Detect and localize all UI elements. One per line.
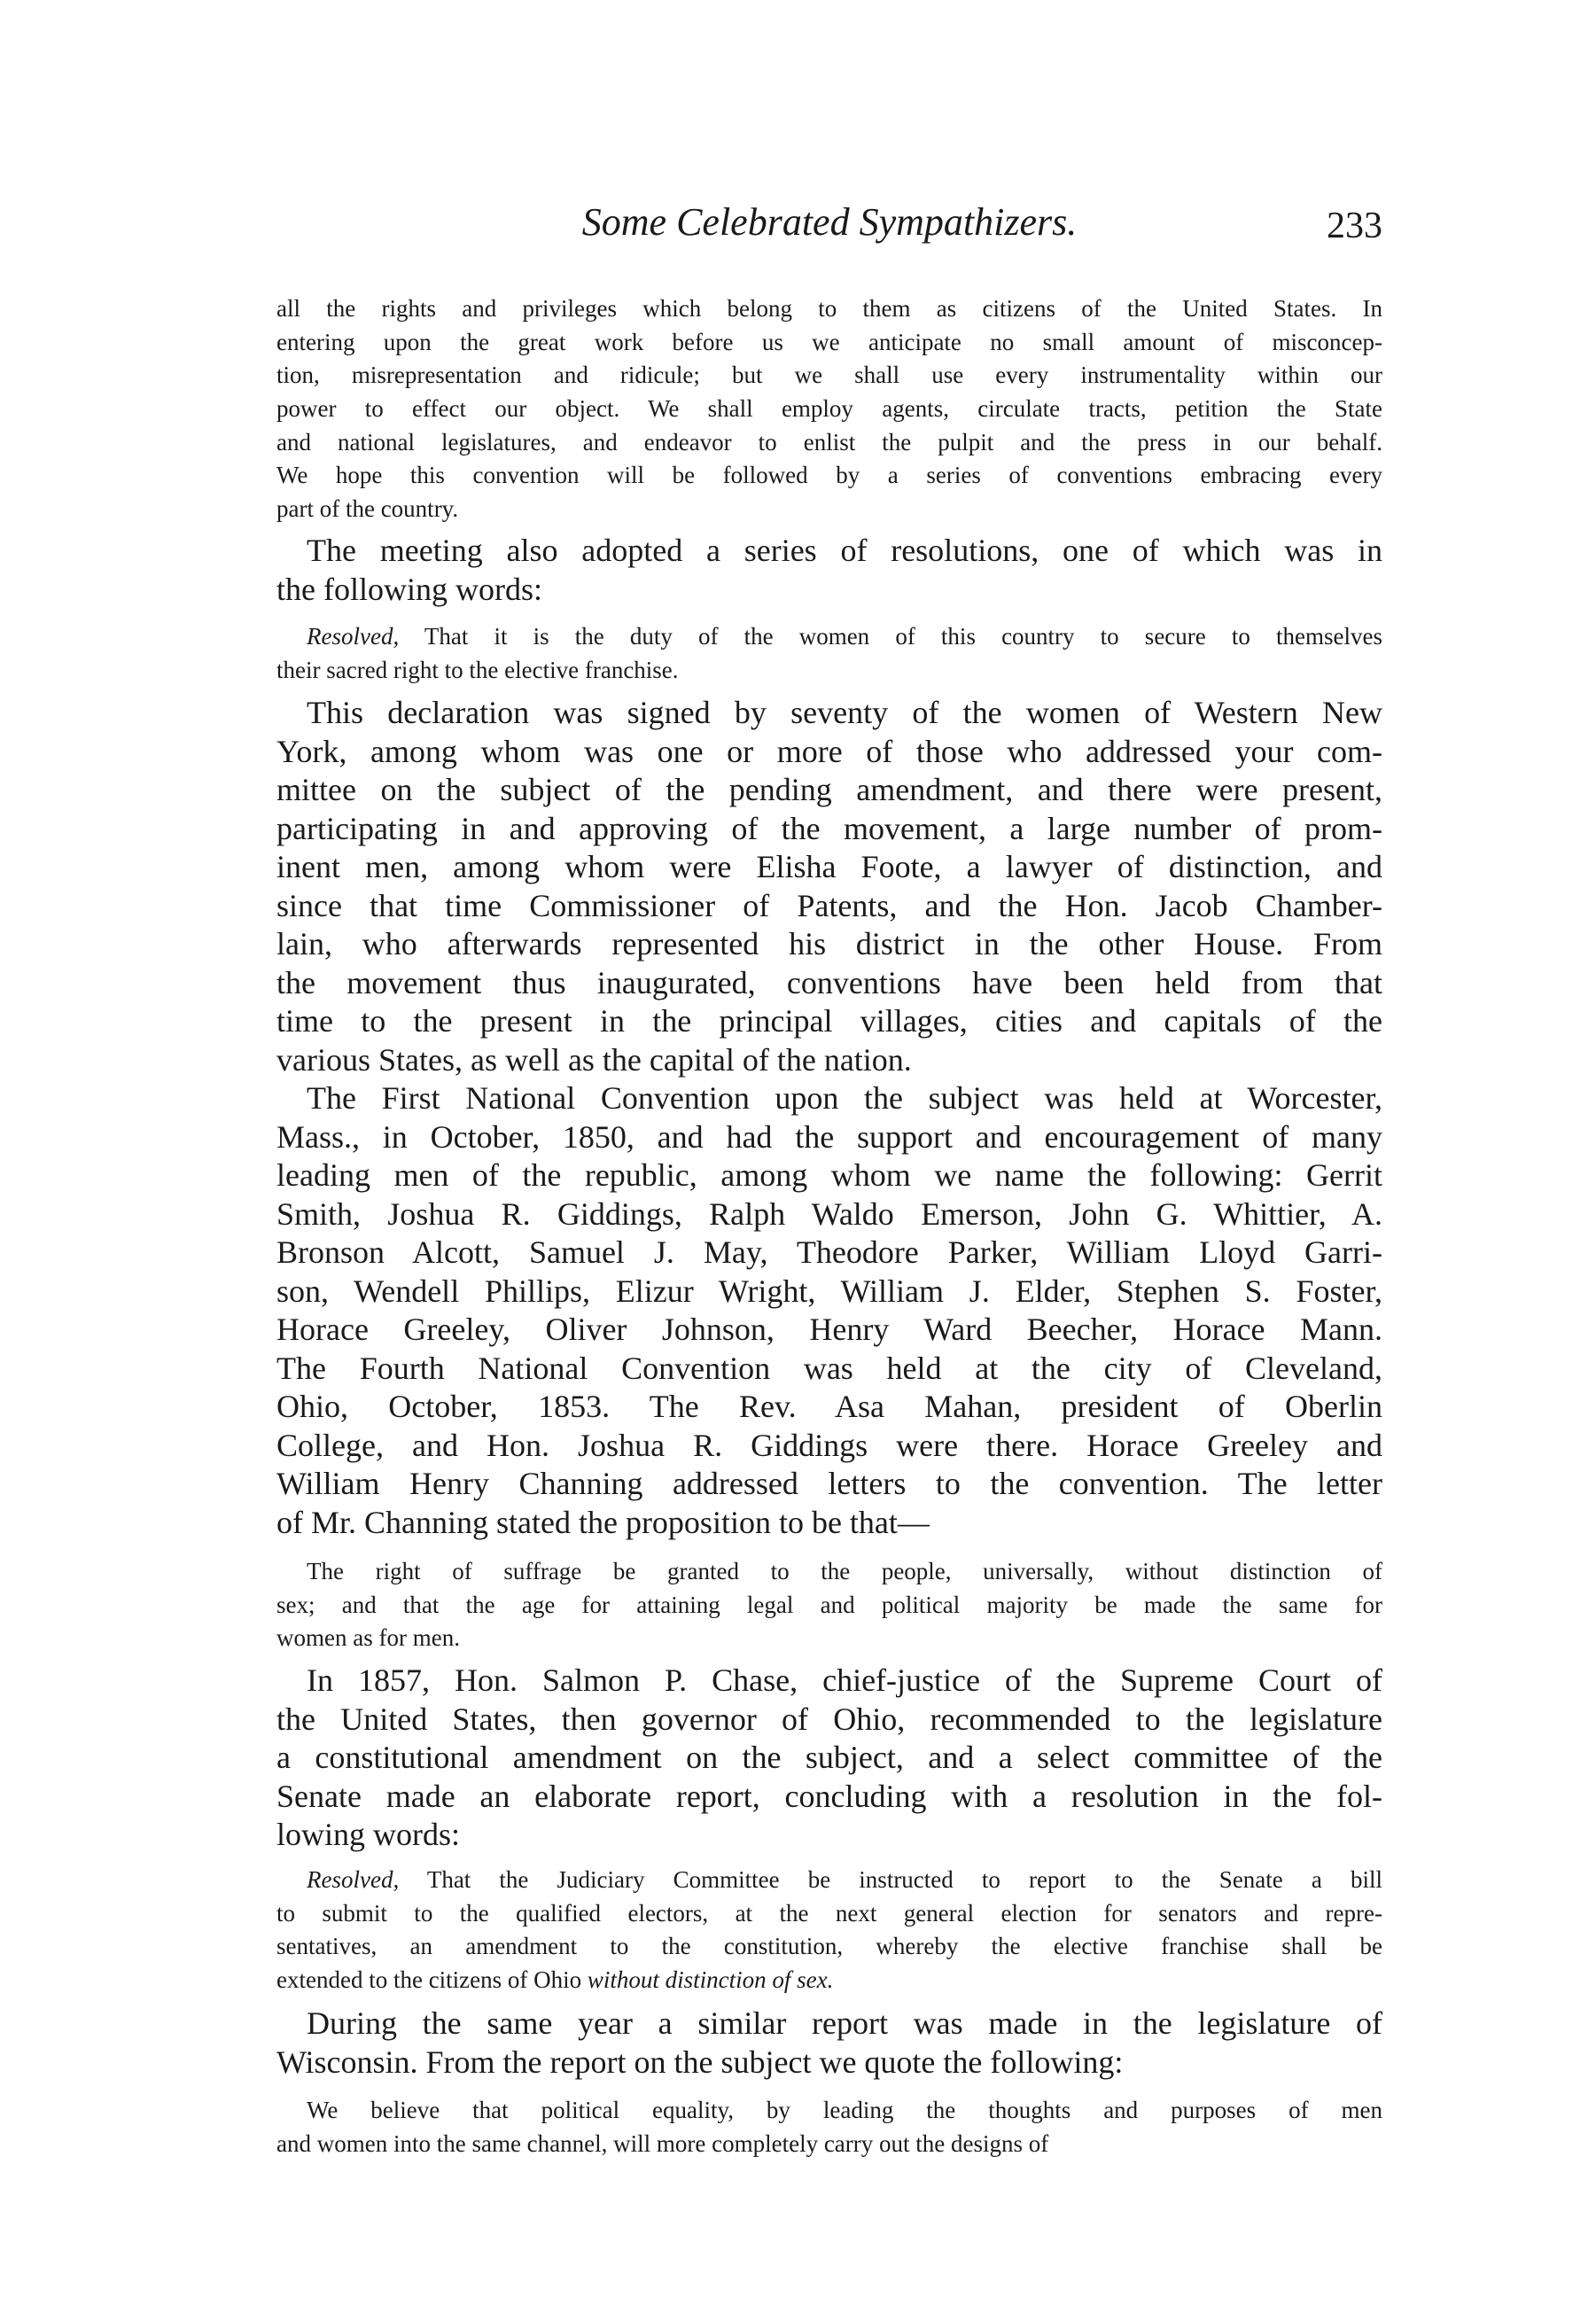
text-line: to submit to the qualified electors, at the next general election for senators and repre- <box>276 1899 1382 1927</box>
text-line: entering upon the great work before us we anticipate no small amount of misconcep- <box>276 328 1382 355</box>
text-line: Ohio, October, 1853. The Rev. Asa Mahan, president of Oberlin <box>276 1389 1382 1424</box>
resolved-label: Resolved, <box>307 1866 400 1893</box>
text-line: of Mr. Channing stated the proposition to be that— <box>276 1504 930 1540</box>
text-line: Senate made an elaborate report, concluding with a resolution in the fol- <box>276 1778 1382 1814</box>
paragraph <box>276 1079 1382 1542</box>
quoted-paragraph <box>276 620 1382 687</box>
text-line: tion, misrepresentation and ridicule; but we shall use every instrumentality within our <box>276 362 1382 389</box>
paragraph <box>276 532 1382 609</box>
text-line: In 1857, Hon. Salmon P. Chase, chief-justice of the Supreme Court of <box>307 1662 1382 1698</box>
text-line: all the rights and privileges which belong to them as citizens of the United States. In <box>276 295 1382 322</box>
text-line: The First National Convention upon the subject was held at Worcester, <box>307 1080 1382 1116</box>
text-line: the following words: <box>276 571 542 607</box>
text-line: extended to the citizens of Ohio without distinction of sex. <box>276 1966 834 1994</box>
text-line: time to the present in the principal villages, cities and capitals of the <box>276 1003 1382 1039</box>
text-line: York, among whom was one or more of those who addressed your com- <box>276 733 1382 769</box>
text-line: Smith, Joshua R. Giddings, Ralph Waldo Emerson, John G. Whittier, A. <box>276 1195 1382 1232</box>
text-line: part of the country. <box>276 495 459 523</box>
paragraph <box>276 1662 1382 1855</box>
text-line: During the same year a similar report was made in the legislature of <box>307 2005 1382 2041</box>
text-line: and women into the same channel, will more completely carry out the designs of <box>276 2129 1049 2157</box>
text-line: Horace Greeley, Oliver Johnson, Henry Ward Beecher, Horace Mann. <box>276 1312 1382 1347</box>
text-line: the United States, then governor of Ohio, recommended to the legislature <box>276 1701 1382 1737</box>
text-line: since that time Commissioner of Patents, and the Hon. Jacob Chamber- <box>276 887 1382 923</box>
quoted-paragraph <box>276 1555 1382 1655</box>
text-line: power to effect our object. We shall employ agents, circulate tracts, petition the State <box>276 395 1382 423</box>
emphasis: without distinction of sex. <box>587 1966 834 1994</box>
text-line: Resolved, That the Judiciary Committee be instructed to report to the Senate a bill <box>307 1866 1382 1893</box>
running-title: Some Celebrated Sympathizers. <box>581 200 1078 244</box>
text-line: their sacred right to the elective franchise. <box>276 656 679 683</box>
text-line: Bronson Alcott, Samuel J. May, Theodore Parker, William Lloyd Garri- <box>276 1234 1382 1270</box>
text-line: various States, as well as the capital of the nation. <box>276 1041 912 1078</box>
text-line: The meeting also adopted a series of resolutions, one of which was in <box>307 533 1382 568</box>
quoted-paragraph <box>276 2094 1382 2160</box>
quoted-paragraph <box>276 1864 1382 1997</box>
text-line: We believe that political equality, by leading the thoughts and purposes of men <box>307 2097 1382 2123</box>
running-header <box>276 199 1382 253</box>
text-line: We hope this convention will be followed by a series of conventions embracing every <box>276 462 1382 489</box>
resolved-label: Resolved, <box>307 623 400 650</box>
page-number: 233 <box>1327 206 1382 246</box>
text-line: leading men of the republic, among whom we name the following: Gerrit <box>276 1157 1382 1193</box>
text-line: The right of suffrage be granted to the people, universally, without distinction of <box>307 1558 1382 1584</box>
text-line: This declaration was signed by seventy of the women of Western New <box>307 695 1382 730</box>
text-line: the movement thus inaugurated, conventions have been held from that <box>276 964 1382 1000</box>
text-line: Wisconsin. From the report on the subject we quote the following: <box>276 2043 1124 2080</box>
paragraph <box>276 2005 1382 2082</box>
text-line: inent men, among whom were Elisha Foote, a lawyer of distinction, and <box>276 849 1382 884</box>
quoted-paragraph <box>276 292 1382 526</box>
text-line: lowing words: <box>276 1817 460 1852</box>
text-line: participating in and approving of the movement, a large number of prom- <box>276 810 1382 846</box>
text-line: sex; and that the age for attaining legal and political majority be made the same for <box>276 1591 1382 1618</box>
paragraph <box>276 694 1382 1079</box>
text-line: lain, who afterwards represented his district in the other House. From <box>276 926 1382 961</box>
text-line: College, and Hon. Joshua R. Giddings were there. Horace Greeley and <box>276 1427 1382 1463</box>
text-line: The Fourth National Convention was held at the city of Cleveland, <box>276 1350 1382 1386</box>
text-line: and national legislatures, and endeavor to enlist the pulpit and the press in our behalf. <box>276 428 1382 455</box>
text-line: a constitutional amendment on the subject, and a select committee of the <box>276 1740 1382 1775</box>
text-line: Mass., in October, 1850, and had the support and encouragement of many <box>276 1118 1382 1155</box>
text-line: son, Wendell Phillips, Elizur Wright, William J. Elder, Stephen S. Foster, <box>276 1273 1382 1309</box>
text-line: sentatives, an amendment to the constitution, whereby the elective franchise shall be <box>276 1933 1382 1960</box>
text-line: mittee on the subject of the pending amendment, and there were present, <box>276 772 1382 807</box>
text-line: women as for men. <box>276 1624 460 1652</box>
text-line: William Henry Channing addressed letters to the convention. The letter <box>276 1466 1382 1501</box>
text-line: Resolved, That it is the duty of the women of this country to secure to themselves <box>307 623 1382 650</box>
